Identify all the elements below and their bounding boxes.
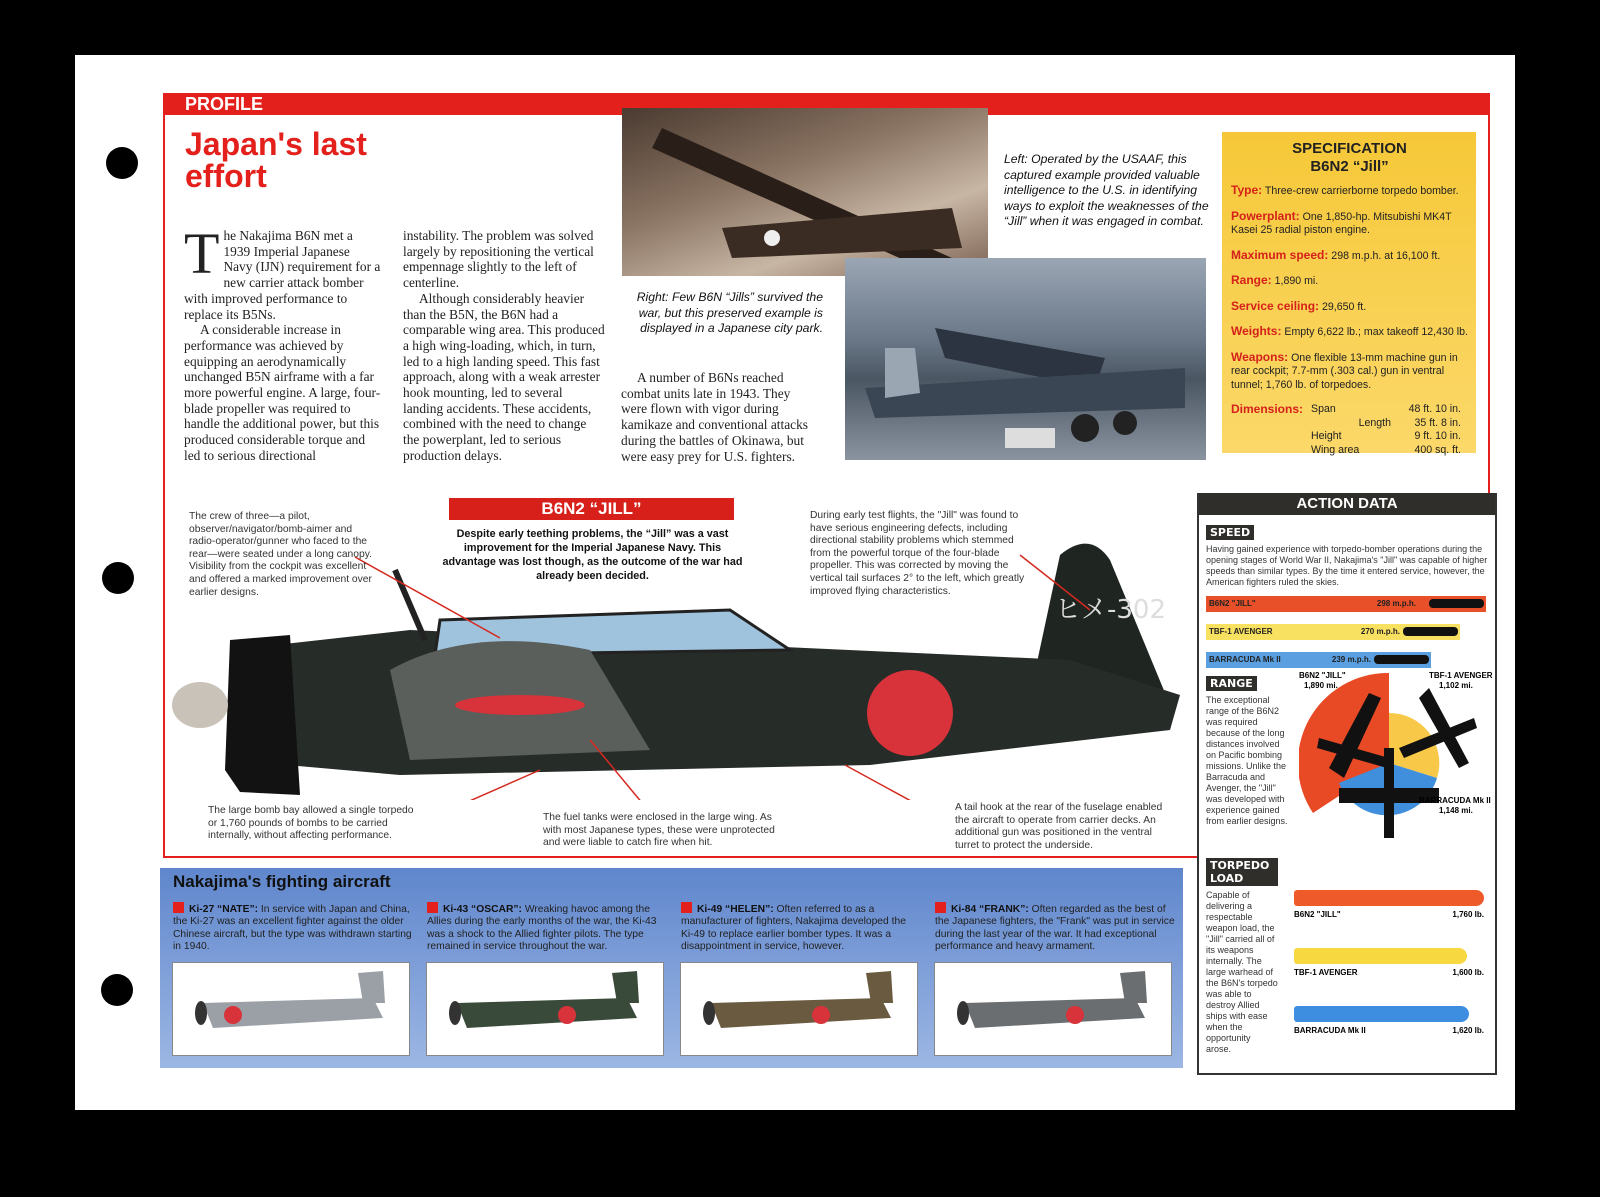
action-data-title: ACTION DATA xyxy=(1199,493,1495,515)
spec-row: Weights: Empty 6,622 lb.; max takeoff 12,430 lb. xyxy=(1231,324,1468,338)
svg-text:TBF-1 AVENGER: TBF-1 AVENGER xyxy=(1429,671,1493,680)
torpedo-load-text: Capable of delivering a respectable weapon load, the "Jill" carried all of its weapons internally. The large warhead of the B6N's torpedo was able to destroy Allied ships with ease when the opportunity arose. xyxy=(1206,890,1278,1054)
fighter-description: Ki-27 “NATE”: In service with Japan and China, the Ki-27 was an excellent fighter against the older Chinese aircraft, but the type was withdrawn starting in 1940. xyxy=(173,904,412,953)
body-column-1: The Nakajima B6N met a 1939 Imperial Japanese Navy (IJN) requirement for a new carrier attack bomber with improved performance to replace its B5Ns. A considerable increase in performance was achieved by equipping an aerodynamically unchanged B5N airframe with a far more powerful engine. A large, four-blade propeller was required to handle the additional power, but this produced considerable torque and led to serious directional xyxy=(184,221,381,463)
body-column-3: A number of B6Ns reached combat units late in 1943. They were flown with vigor during kamikaze and conventional attacks during the battles of Okinawa, but were easy prey for U.S. fighters. xyxy=(621,370,809,464)
drop-cap: T xyxy=(184,221,220,286)
dimension-value: 400 sq. ft. xyxy=(1414,443,1461,456)
illustration-banner: B6N2 “JILL” xyxy=(449,498,734,520)
red-bullet-icon xyxy=(681,902,692,913)
dimension-label: Wing area xyxy=(1311,443,1360,456)
torpedo-bar xyxy=(1294,1006,1469,1022)
binder-hole xyxy=(101,974,133,1006)
svg-text:1,102 mi.: 1,102 mi. xyxy=(1439,681,1473,690)
speed-bar: B6N2 "JILL" 298 m.p.h. xyxy=(1206,596,1486,612)
spec-row: Range: 1,890 mi. xyxy=(1231,273,1319,287)
photo-captured-jill xyxy=(622,108,988,276)
svg-text:B6N2 "JILL": B6N2 "JILL" xyxy=(1299,671,1346,680)
annotation-crew: The crew of three—a pilot, observer/navigator/bomb-aimer and radio-operator/gunner who faced to the rear—were seated under a long canopy. Visibility from the cockpit was excellent and offered a marked improvement over earlier designs. xyxy=(189,511,372,598)
illustration-subtitle: Despite early teething problems, the “Jill” was a vast improvement for the Imperial Japanese Navy. This advantage was lost though, as the outcome of the war had already been decided. xyxy=(442,528,743,582)
spec-row: Weapons: One flexible 13-mm machine gun in rear cockpit; 7.7-mm (.303 cal.) gun in ventral tunnel; 1,760 lb. of torpedoes. xyxy=(1231,349,1458,391)
plane-silhouette-icon xyxy=(1403,627,1458,636)
spec-row: Powerplant: One 1,850-hp. Mitsubishi MK4T Kasei 25 radial piston engine. xyxy=(1231,208,1452,236)
speed-tag: SPEED xyxy=(1206,525,1254,540)
specification-box: SPECIFICATION B6N2 “Jill” Type: Three-crew carrierborne torpedo bomber. Powerplant: One 1,850-hp. Mitsubishi MK4T Kasei 25 radial piston engine. Maximum speed: 298 m.p.h. at 16,100 ft. Range: 1,890 mi. Service ceiling: 29,650 ft. Weights: Empty 6,622 lb.; max takeoff 12,430 lb. Weapons: One flexible 13-mm machine gun in rear cockpit; 7.7-mm (.303 cal.) gun in ventral tunnel; 1,760 lb. of torpedoes. Dimensions: Span 48 ft. 10 in. Length 35 ft. 8 in. Height 9 ft. 10 in. Wing area 400 sq. ft. xyxy=(1222,132,1476,453)
torpedo-label: B6N2 "JILL" 1,760 lb. xyxy=(1294,910,1484,919)
annotation-tail: During early test flights, the "Jill" was found to have serious engineering defects, including directional stability problems which stemmed from the powerful torque of the four-blade propeller. This was corrected by moving the vertical tail surfaces 2° to the left, which greatly improved flying characteristics. xyxy=(810,510,1025,597)
action-data-panel xyxy=(1197,493,1497,1075)
frame-line xyxy=(163,93,165,858)
plane-silhouette-icon xyxy=(1429,599,1484,608)
speed-bar: BARRACUDA Mk II 239 m.p.h. xyxy=(1206,652,1431,668)
dimension-value: 48 ft. 10 in. xyxy=(1408,403,1461,415)
torpedo-label: TBF-1 AVENGER 1,600 lb. xyxy=(1294,968,1484,977)
dimension-label: Span xyxy=(1311,403,1336,415)
torpedo-label: BARRACUDA Mk II 1,620 lb. xyxy=(1294,1026,1484,1035)
fighter-description: Ki-49 “HELEN”: Often referred to as a manufacturer of fighters, Nakajima developed the Ki-49 to replace earlier bomber types. It was a disappointment in service, however. xyxy=(681,904,906,953)
svg-text:1,148 mi.: 1,148 mi. xyxy=(1439,806,1473,815)
plane-silhouette-icon xyxy=(1374,655,1429,664)
svg-text:1,890 mi.: 1,890 mi. xyxy=(1304,681,1338,690)
binder-hole xyxy=(102,562,134,594)
annotation-tail-hook: A tail hook at the rear of the fuselage enabled the aircraft to operate from carrier decks. An additional gun was positioned in the ventral turret to protect the underside. xyxy=(955,802,1163,851)
caption-right: Right: Few B6N “Jills” survived the war, but this preserved example is displayed in a Japanese city park. xyxy=(636,290,823,336)
range-pie-graphic xyxy=(1299,668,1494,858)
dimension-label: Length xyxy=(1358,416,1391,429)
dimension-value: 9 ft. 10 in. xyxy=(1414,430,1461,442)
red-bullet-icon xyxy=(173,902,184,913)
torpedo-load-tag: TORPEDO LOAD xyxy=(1206,858,1278,886)
binder-hole xyxy=(106,147,138,179)
annotation-bomb-bay: The large bomb bay allowed a single torpedo or 1,760 pounds of bombs to be carried internally, without affecting performance. xyxy=(208,805,414,842)
dimension-label: Height xyxy=(1311,430,1342,442)
annotation-fuel-tanks: The fuel tanks were enclosed in the large wing. As with most Japanese types, these were unprotected and were liable to catch fire when hit. xyxy=(543,812,775,849)
spec-row: Maximum speed: 298 m.p.h. at 16,100 ft. xyxy=(1231,247,1441,262)
spec-row: Service ceiling: 29,650 ft. xyxy=(1231,298,1367,313)
body-column-2: instability. The problem was solved largely by repositioning the vertical empennage slightly to the left of centerline. Although considerably heavier than the B5N, the B6N had a comparable wing area. This produced a high wing-loading, which, in turn, led to a high landing speed. This fast approach, along with a weak arrester hook mounting, led to several landing accidents. These accidents, combined with the need to change the powerplant, led to serious production delays. xyxy=(403,228,605,463)
photo-preserved-jill xyxy=(845,258,1206,460)
fighting-aircraft-panel xyxy=(160,868,1183,1068)
tail-code: ヒメ-302 xyxy=(1055,595,1167,625)
range-tag: RANGE xyxy=(1206,676,1257,691)
caption-left: Left: Operated by the USAAF, this captured example provided valuable intelligence to the U.S. in identifying ways to exploit the weaknesses of the “Jill” when it was engaged in combat. xyxy=(1004,152,1209,229)
fighter-illustration xyxy=(172,962,410,1056)
torpedo-bar xyxy=(1294,890,1484,906)
page-title: Japan's last effort xyxy=(185,126,367,194)
range-text: The exceptional range of the B6N2 was required because of the long distances involved on Pacific bombing missions. Unlike the Barracuda and Avenger, the "Jill" was developed with experience gained from earlier designs. xyxy=(1206,695,1288,826)
red-bullet-icon xyxy=(427,902,438,913)
fighter-illustration xyxy=(680,962,918,1056)
section-label: PROFILE xyxy=(185,94,264,114)
panel-title: Nakajima's fighting aircraft xyxy=(173,872,391,891)
fighter-illustration xyxy=(934,962,1172,1056)
dimension-value: 35 ft. 8 in. xyxy=(1414,416,1461,429)
fighter-description: Ki-84 “FRANK”: Often regarded as the best of the Japanese fighters, the "Frank" was put in service during the last year of the war. It had exceptional performance and heavy armament. xyxy=(935,904,1175,953)
torpedo-bar xyxy=(1294,948,1467,964)
frame-line xyxy=(1488,93,1490,493)
svg-text:BARRACUDA Mk II: BARRACUDA Mk II xyxy=(1419,796,1491,805)
red-bullet-icon xyxy=(935,902,946,913)
speed-text: Having gained experience with torpedo-bomber operations during the opening stages of World War II, Nakajima's "Jill" was capable of higher speeds than similar types. By the time it entered service, however, the American fighters ruled the skies. xyxy=(1206,544,1488,587)
fighter-illustration xyxy=(426,962,664,1056)
frame-line xyxy=(163,856,1197,858)
fighter-description: Ki-43 “OSCAR”: Wreaking havoc among the Allies during the early months of the war, the Ki-43 was a shock to the Allied fighter pilots. The type remained in service throughout the war. xyxy=(427,904,657,953)
spec-row: Type: Three-crew carrierborne torpedo bomber. xyxy=(1231,183,1459,197)
speed-bar: TBF-1 AVENGER 270 m.p.h. xyxy=(1206,624,1460,640)
